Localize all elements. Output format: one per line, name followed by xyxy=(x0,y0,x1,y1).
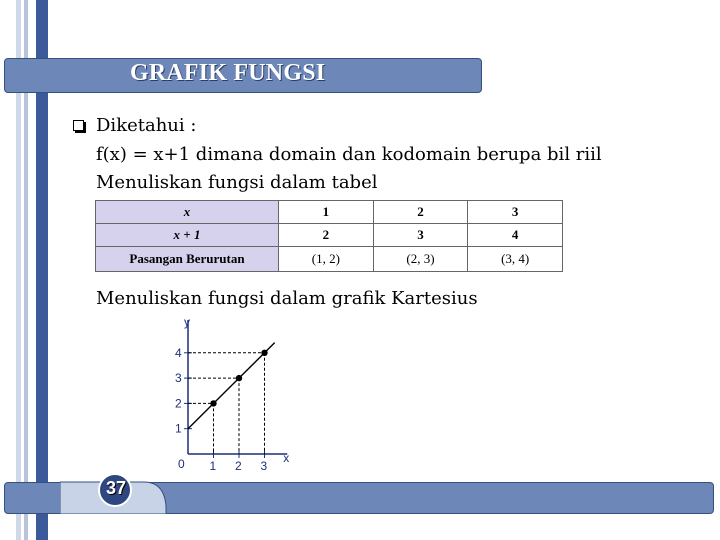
data-point xyxy=(261,350,267,356)
text-line-graph-intro: Menuliskan fungsi dalam grafik Kartesius xyxy=(96,288,478,309)
table-cell: (1, 2) xyxy=(279,247,374,272)
y-tick-label: 4 xyxy=(175,345,182,360)
function-table xyxy=(95,200,563,272)
y-tick-label: 3 xyxy=(175,371,182,386)
text-line-function: f(x) = x+1 dimana domain dan kodomain berupa bil riil xyxy=(96,144,602,165)
table-row-header: x xyxy=(96,201,279,224)
table-row-header: Pasangan Berurutan xyxy=(96,247,279,272)
x-axis-label: x xyxy=(283,451,290,465)
data-point xyxy=(236,375,242,381)
origin-label: 0 xyxy=(178,457,185,471)
cartesian-graph xyxy=(160,312,310,482)
table-cell: 2 xyxy=(373,201,468,224)
text-line-table-intro: Menuliskan fungsi dalam tabel xyxy=(96,172,378,193)
x-tick-label: 2 xyxy=(235,459,242,473)
table-row xyxy=(96,247,563,272)
table-row-header: x + 1 xyxy=(96,224,279,247)
data-point xyxy=(210,400,216,406)
y-axis-label: y xyxy=(184,315,190,329)
y-tick-label: 1 xyxy=(175,421,182,436)
table-cell: 1 xyxy=(279,201,374,224)
table-cell: (3, 4) xyxy=(468,247,563,272)
slide-title: GRAFIK FUNGSI xyxy=(130,60,326,86)
text-line-given: Diketahui : xyxy=(96,115,197,136)
table-cell: 4 xyxy=(468,224,563,247)
x-tick-label: 1 xyxy=(209,459,217,473)
table-cell: (2, 3) xyxy=(373,247,468,272)
checkbox-bullet-icon xyxy=(73,120,84,131)
x-tick-label: 3 xyxy=(260,459,268,473)
table-row xyxy=(96,201,563,224)
page-number: 37 xyxy=(105,478,127,498)
y-tick-label: 2 xyxy=(175,396,182,411)
table-cell: 3 xyxy=(373,224,468,247)
table-row xyxy=(96,224,563,247)
table-cell: 2 xyxy=(279,224,374,247)
table-cell: 3 xyxy=(468,201,563,224)
function-line xyxy=(188,343,275,429)
